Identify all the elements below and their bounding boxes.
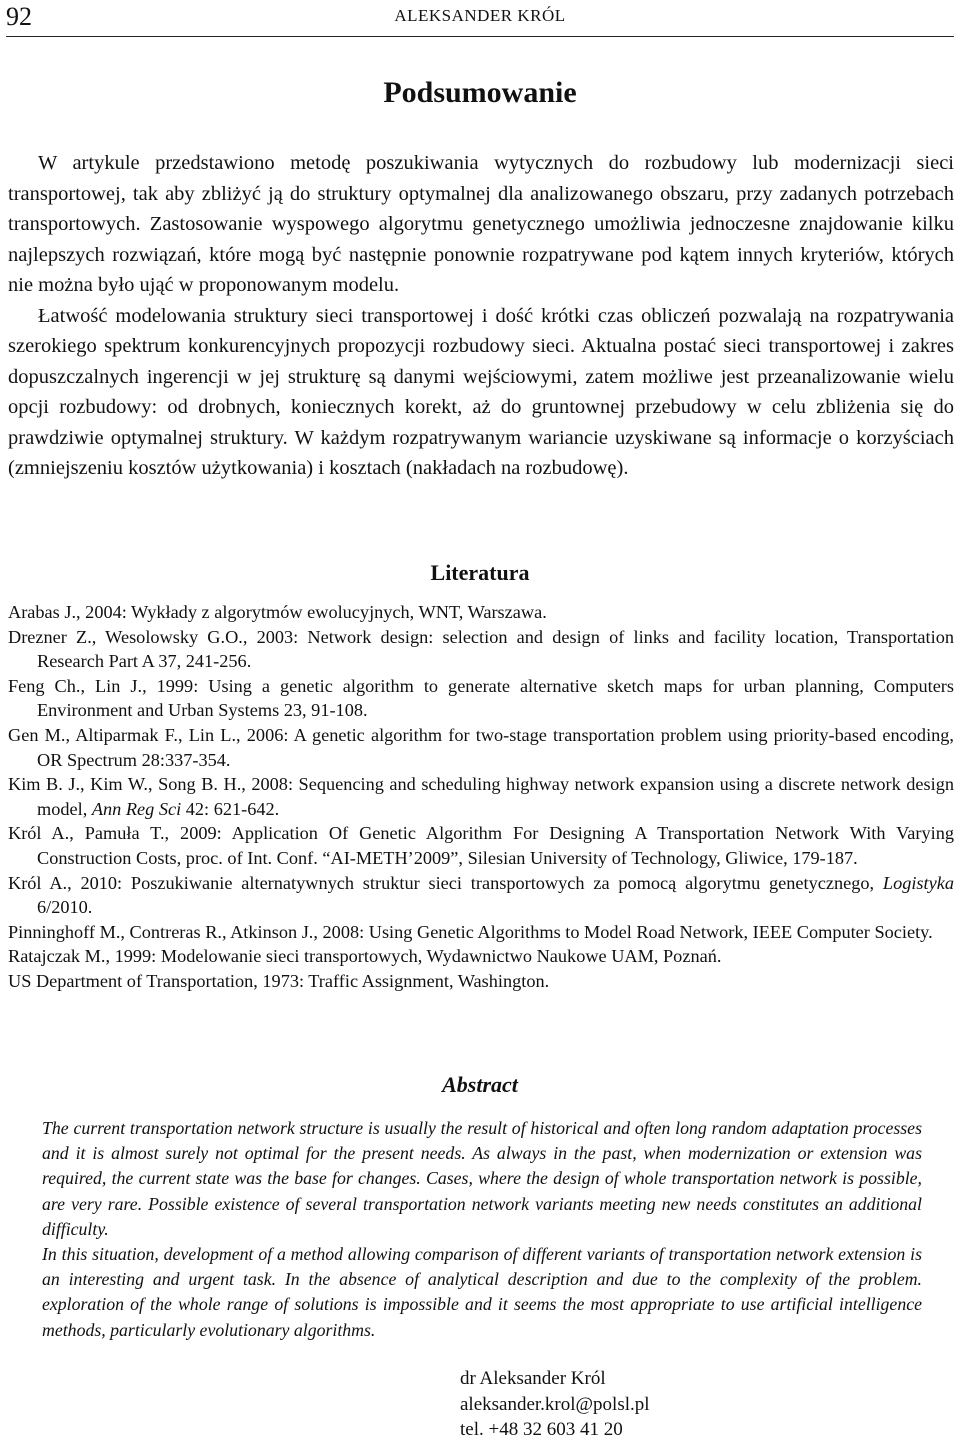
- reference-item: [8, 920, 954, 945]
- reference-authors: Ratajczak M.: [8, 946, 106, 967]
- reference-authors: US Department of Transportation: [8, 970, 254, 991]
- reference-journal: Ann Reg Sci: [91, 798, 182, 819]
- reference-text: , 2010: Poszukiwanie alternatywnych struktur sieci transportowych za pomocą algorytmu genetycznego,: [67, 872, 883, 893]
- abstract-title: Abstract: [442, 1072, 518, 1097]
- reference-text: , 1999: Modelowanie sieci transportowych, Wydawnictwo Naukowe UAM, Poznań.: [105, 946, 722, 967]
- reference-authors: Gen M., Altiparmak F., Lin L.: [8, 724, 237, 745]
- reference-authors: Feng Ch., Lin J.: [8, 675, 143, 696]
- reference-authors: Arabas J.: [8, 602, 77, 622]
- reference-tail: 6/2010.: [37, 897, 93, 918]
- abstract-body: [42, 1116, 922, 1343]
- reference-text: , 2008: Sequencing and scheduling highway network expansion using a discrete network design model,: [37, 774, 954, 819]
- running-head: ALEKSANDER KRÓL: [394, 6, 566, 25]
- reference-text: , 1973: Traffic Assignment, Washington.: [253, 970, 550, 991]
- reference-authors: Drezner Z., Wesolowsky G.O.: [8, 626, 243, 647]
- abstract-paragraph-2: In this situation, development of a method allowing comparison of different variants of transportation network extension is an interesting and urgent task. In the absence of analytical description and due to the complexity of the problem. exploration of the whole range of solutions is impossible and it seems the most appropriate to use artificial intelligence methods, particularly evolutionary algorithms.: [42, 1244, 922, 1340]
- reference-item: [8, 625, 954, 674]
- author-phone: tel. +48 32 603 41 20: [460, 1419, 623, 1440]
- reference-item: [8, 600, 954, 625]
- author-email: aleksander.krol@polsl.pl: [460, 1393, 650, 1415]
- reference-item: [8, 821, 954, 870]
- reference-text: , 2004: Wykłady z algorytmów ewolucyjnych, WNT, Warszawa.: [76, 602, 547, 622]
- reference-authors: Król A.: [8, 872, 68, 893]
- author-name: dr Aleksander Król: [460, 1368, 606, 1389]
- summary-paragraph-2: Łatwość modelowania struktury sieci transportowej i dość krótki czas obliczeń pozwalają na rozpatrywania szerokiego spektrum konkurencyjnych propozycji rozbudowy sieci. Aktualna postać sieci transportowej i zakres dopuszczalnych ingerencji w jej strukturę są danymi wejściowymi, zatem możliwe jest przeanalizowanie wielu opcji rozbudowy: od drobnych, koniecznych korekt, aż do gruntownej przebudowy w celu zbliżenia się do prawdziwie optymalnej struktury. W każdym rozpatrywanym wariancie uzyskiwane są informacje o korzyściach (zmniejszeniu kosztów użytkowania) i kosztach (nakładach na rozbudowę).: [8, 304, 954, 479]
- reference-item: [8, 674, 954, 723]
- reference-item: [8, 772, 954, 821]
- abstract-paragraph-1: The current transportation network structure is usually the result of historical and often long random adaptation processes and it is almost surely not optimal for the present needs. As always in the past, when modernization or extension was required, the current state was the base for changes. Cases, where the design of whole transportation network is possible, are very rare. Possible existence of several transportation network variants meeting new needs constitutes an additional difficulty.: [42, 1118, 922, 1239]
- reference-authors: Pinninghoff M., Contreras R., Atkinson J.: [8, 921, 314, 942]
- reference-text: , 2006: A genetic algorithm for two-stage transportation problem using priority-based encoding, OR Spectrum 28:337-354.: [37, 724, 954, 770]
- reference-list: [8, 600, 954, 994]
- reference-item: [8, 871, 954, 920]
- reference-journal: Logistyka: [882, 872, 954, 893]
- page-number: 92: [6, 2, 32, 31]
- reference-item: [8, 723, 954, 772]
- page-header: [6, 0, 954, 37]
- reference-tail: 42: 621-642.: [181, 798, 280, 819]
- reference-authors: Kim B. J., Kim W., Song B. H.: [8, 774, 242, 795]
- literature-title: Literatura: [430, 560, 530, 585]
- reference-text: , 1999: Using a genetic algorithm to generate alternative sketch maps for urban planning, Computers Environment and Urban Systems 23, 91-108.: [37, 675, 955, 721]
- section-title: Podsumowanie: [383, 76, 577, 109]
- reference-text: , 2008: Using Genetic Algorithms to Model Road Network, IEEE Computer Society.: [313, 921, 933, 942]
- reference-text: , 2009: Application Of Genetic Algorithm For Designing A Transportation Network With Varying Construction Costs, proc. of Int. Conf. “AI-METH’2009”, Silesian University of Technology, Gliwice, 179-187.: [37, 823, 954, 868]
- author-signature: [460, 1366, 650, 1443]
- reference-item: [8, 969, 954, 994]
- reference-authors: Król A., Pamuła T.: [8, 823, 165, 844]
- reference-item: [8, 944, 954, 969]
- reference-text: , 2003: Network design: selection and design of links and facility location, Transportation Research Part A 37, 241-256.: [37, 626, 954, 672]
- summary-paragraph-1: W artykule przedstawiono metodę poszukiwania wytycznych do rozbudowy lub modernizacji sieci transportowej, tak aby zbliżyć ją do struktury optymalnej dla analizowanego obszaru, przy zadanych potrzebach transportowych. Zastosowanie wyspowego algorytmu genetycznego umożliwia jednoczesne znajdowanie kilku najlepszych rozwiązań, które mogą być następnie ponownie rozpatrywane pod kątem innych kryteriów, których nie można było ująć w proponowanym modelu.: [8, 152, 954, 296]
- summary-body: [8, 148, 954, 484]
